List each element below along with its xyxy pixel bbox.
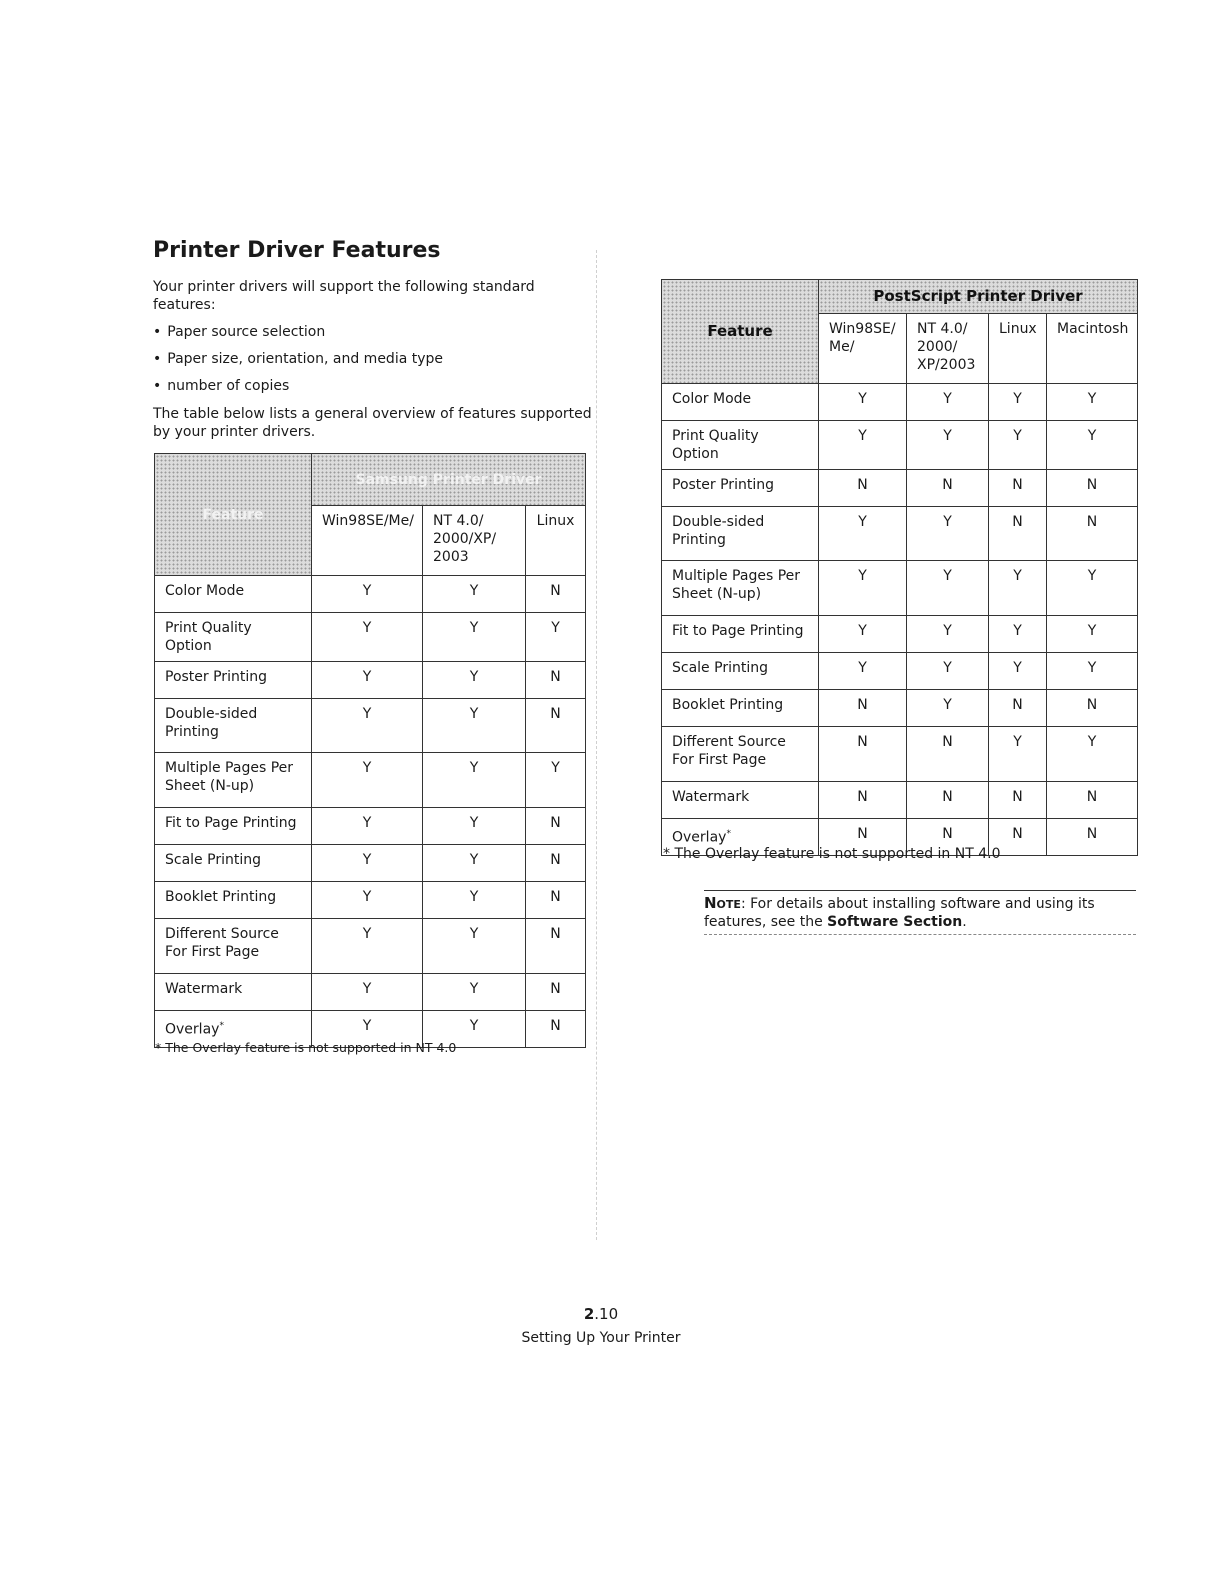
support-value-cell: Y — [312, 662, 423, 699]
feature-cell: Fit to Page Printing — [155, 808, 312, 845]
column-header: Linux — [526, 506, 586, 576]
support-value-cell: N — [989, 470, 1047, 507]
feature-cell: Booklet Printing — [662, 690, 819, 727]
table-row — [662, 384, 1138, 421]
support-value-cell: Y — [1047, 616, 1138, 653]
feature-cell: Color Mode — [155, 576, 312, 613]
feature-cell: Booklet Printing — [155, 882, 312, 919]
feature-cell: Print Quality Option — [662, 421, 819, 470]
support-value-cell: N — [989, 782, 1047, 819]
table-footnote: * The Overlay feature is not supported in NT 4.0 — [155, 1040, 457, 1055]
feature-column-header: Feature — [155, 454, 312, 576]
support-value-cell: Y — [819, 616, 907, 653]
support-value-cell: Y — [423, 808, 526, 845]
support-value-cell: N — [907, 782, 989, 819]
support-value-cell: N — [989, 819, 1047, 856]
list-item: • Paper size, orientation, and media type — [153, 350, 443, 377]
column-header: NT 4.0/ 2000/XP/ 2003 — [423, 506, 526, 576]
support-value-cell: Y — [907, 653, 989, 690]
support-value-cell: Y — [989, 727, 1047, 782]
support-value-cell: Y — [907, 616, 989, 653]
feature-cell: Watermark — [662, 782, 819, 819]
driver-group-header: PostScript Printer Driver — [819, 280, 1138, 314]
list-item: • number of copies — [153, 377, 443, 404]
support-value-cell: Y — [312, 753, 423, 808]
support-value-cell: Y — [907, 507, 989, 561]
support-value-cell: Y — [907, 690, 989, 727]
support-value-cell: Y — [312, 576, 423, 613]
support-value-cell: N — [1047, 782, 1138, 819]
chapter-title: Setting Up Your Printer — [521, 1330, 681, 1346]
table-row — [662, 470, 1138, 507]
support-value-cell: Y — [423, 1011, 526, 1048]
support-value-cell: N — [526, 974, 586, 1011]
support-value-cell: Y — [423, 974, 526, 1011]
support-value-cell: Y — [312, 974, 423, 1011]
support-value-cell: Y — [312, 699, 423, 753]
postscript-driver-features-table — [661, 279, 1138, 856]
table-row — [155, 662, 586, 699]
note-box — [704, 890, 1136, 935]
note-text: : For details about installing software and using its features, see the — [704, 896, 1095, 930]
feature-cell: Multiple Pages Per Sheet (N-up) — [155, 753, 312, 808]
column-header: Win98SE/ Me/ — [819, 314, 907, 384]
note-text-end: . — [962, 914, 967, 930]
support-value-cell: N — [1047, 470, 1138, 507]
support-value-cell: N — [526, 576, 586, 613]
support-value-cell: Y — [1047, 384, 1138, 421]
software-section-link[interactable]: Software Section — [827, 914, 963, 930]
table-row — [662, 616, 1138, 653]
support-value-cell: N — [526, 699, 586, 753]
support-value-cell: Y — [819, 561, 907, 616]
table-row — [662, 782, 1138, 819]
support-value-cell: N — [1047, 507, 1138, 561]
feature-cell: Fit to Page Printing — [662, 616, 819, 653]
support-value-cell: Y — [312, 845, 423, 882]
support-value-cell: N — [819, 470, 907, 507]
table-row — [155, 753, 586, 808]
support-value-cell: Y — [907, 421, 989, 470]
table-row — [155, 699, 586, 753]
feature-cell: Color Mode — [662, 384, 819, 421]
table-row — [155, 845, 586, 882]
support-value-cell: Y — [423, 699, 526, 753]
support-value-cell: Y — [423, 882, 526, 919]
feature-column-header: Feature — [662, 280, 819, 384]
support-value-cell: N — [907, 819, 989, 856]
page-number — [0, 1305, 1202, 1323]
table-row — [155, 882, 586, 919]
support-value-cell: N — [1047, 819, 1138, 856]
feature-cell: Different Source For First Page — [662, 727, 819, 782]
list-item: • Paper source selection — [153, 323, 443, 350]
support-value-cell: N — [526, 919, 586, 974]
feature-cell: Print Quality Option — [155, 613, 312, 662]
chapter-number: 2 — [583, 1305, 595, 1323]
table-footnote: * The Overlay feature is not supported in NT 4.0 — [663, 846, 1001, 862]
support-value-cell: N — [819, 782, 907, 819]
feature-cell: Double-sided Printing — [662, 507, 819, 561]
feature-cell: Poster Printing — [155, 662, 312, 699]
support-value-cell: N — [526, 662, 586, 699]
support-value-cell: Y — [907, 384, 989, 421]
support-value-cell: Y — [1047, 727, 1138, 782]
table-row — [155, 576, 586, 613]
samsung-driver-features-table — [154, 453, 586, 1048]
support-value-cell: Y — [312, 613, 423, 662]
support-value-cell: Y — [423, 613, 526, 662]
support-value-cell: N — [1047, 690, 1138, 727]
feature-cell: Scale Printing — [155, 845, 312, 882]
table-row — [662, 421, 1138, 470]
support-value-cell: Y — [819, 653, 907, 690]
support-value-cell: Y — [1047, 653, 1138, 690]
support-value-cell: Y — [819, 421, 907, 470]
support-value-cell: N — [819, 819, 907, 856]
feature-cell: Scale Printing — [662, 653, 819, 690]
footnote-marker: * — [219, 1021, 224, 1031]
column-header: Macintosh — [1047, 314, 1138, 384]
support-value-cell: Y — [1047, 561, 1138, 616]
support-value-cell: Y — [819, 507, 907, 561]
table-row — [662, 653, 1138, 690]
note-label: Note — [704, 894, 741, 912]
page-title: Printer Driver Features — [153, 238, 441, 263]
support-value-cell: Y — [423, 576, 526, 613]
column-header: NT 4.0/ 2000/ XP/2003 — [907, 314, 989, 384]
support-value-cell: N — [526, 808, 586, 845]
support-value-cell: Y — [312, 1011, 423, 1048]
support-value-cell: Y — [526, 613, 586, 662]
intro-paragraph: Your printer drivers will support the following standard features: — [153, 279, 535, 313]
support-value-cell: Y — [423, 845, 526, 882]
support-value-cell: N — [526, 882, 586, 919]
support-value-cell: N — [989, 690, 1047, 727]
support-value-cell: N — [526, 1011, 586, 1048]
support-value-cell: Y — [312, 808, 423, 845]
support-value-cell: Y — [989, 653, 1047, 690]
table-row — [662, 561, 1138, 616]
support-value-cell: Y — [423, 753, 526, 808]
support-value-cell: N — [989, 507, 1047, 561]
page-index: .10 — [594, 1305, 619, 1323]
support-value-cell: Y — [907, 561, 989, 616]
support-value-cell: Y — [423, 662, 526, 699]
table-row — [155, 974, 586, 1011]
support-value-cell: N — [526, 845, 586, 882]
table-row — [155, 808, 586, 845]
column-divider — [596, 250, 597, 1240]
table-row — [662, 507, 1138, 561]
support-value-cell: Y — [989, 421, 1047, 470]
support-value-cell: Y — [423, 919, 526, 974]
support-value-cell: Y — [819, 384, 907, 421]
feature-cell: Watermark — [155, 974, 312, 1011]
table-row — [155, 613, 586, 662]
feature-bullet-list — [153, 323, 443, 404]
support-value-cell: N — [907, 470, 989, 507]
column-header: Linux — [989, 314, 1047, 384]
table-row — [662, 727, 1138, 782]
feature-cell: Overlay* — [662, 819, 819, 856]
driver-group-header: Samsung Printer Driver — [312, 454, 586, 506]
support-value-cell: Y — [312, 919, 423, 974]
overview-paragraph: The table below lists a general overview of features supported by your printer drivers. — [153, 406, 592, 440]
column-header: Win98SE/Me/ — [312, 506, 423, 576]
support-value-cell: N — [907, 727, 989, 782]
feature-cell: Different Source For First Page — [155, 919, 312, 974]
feature-cell: Multiple Pages Per Sheet (N-up) — [662, 561, 819, 616]
support-value-cell: Y — [989, 616, 1047, 653]
support-value-cell: Y — [989, 384, 1047, 421]
support-value-cell: Y — [989, 561, 1047, 616]
feature-cell: Overlay* — [155, 1011, 312, 1048]
support-value-cell: Y — [312, 882, 423, 919]
footnote-marker: * — [726, 829, 731, 839]
table-row — [662, 690, 1138, 727]
table-row — [155, 919, 586, 974]
support-value-cell: N — [819, 727, 907, 782]
feature-cell: Double-sided Printing — [155, 699, 312, 753]
support-value-cell: Y — [526, 753, 586, 808]
support-value-cell: Y — [1047, 421, 1138, 470]
support-value-cell: N — [819, 690, 907, 727]
feature-cell: Poster Printing — [662, 470, 819, 507]
